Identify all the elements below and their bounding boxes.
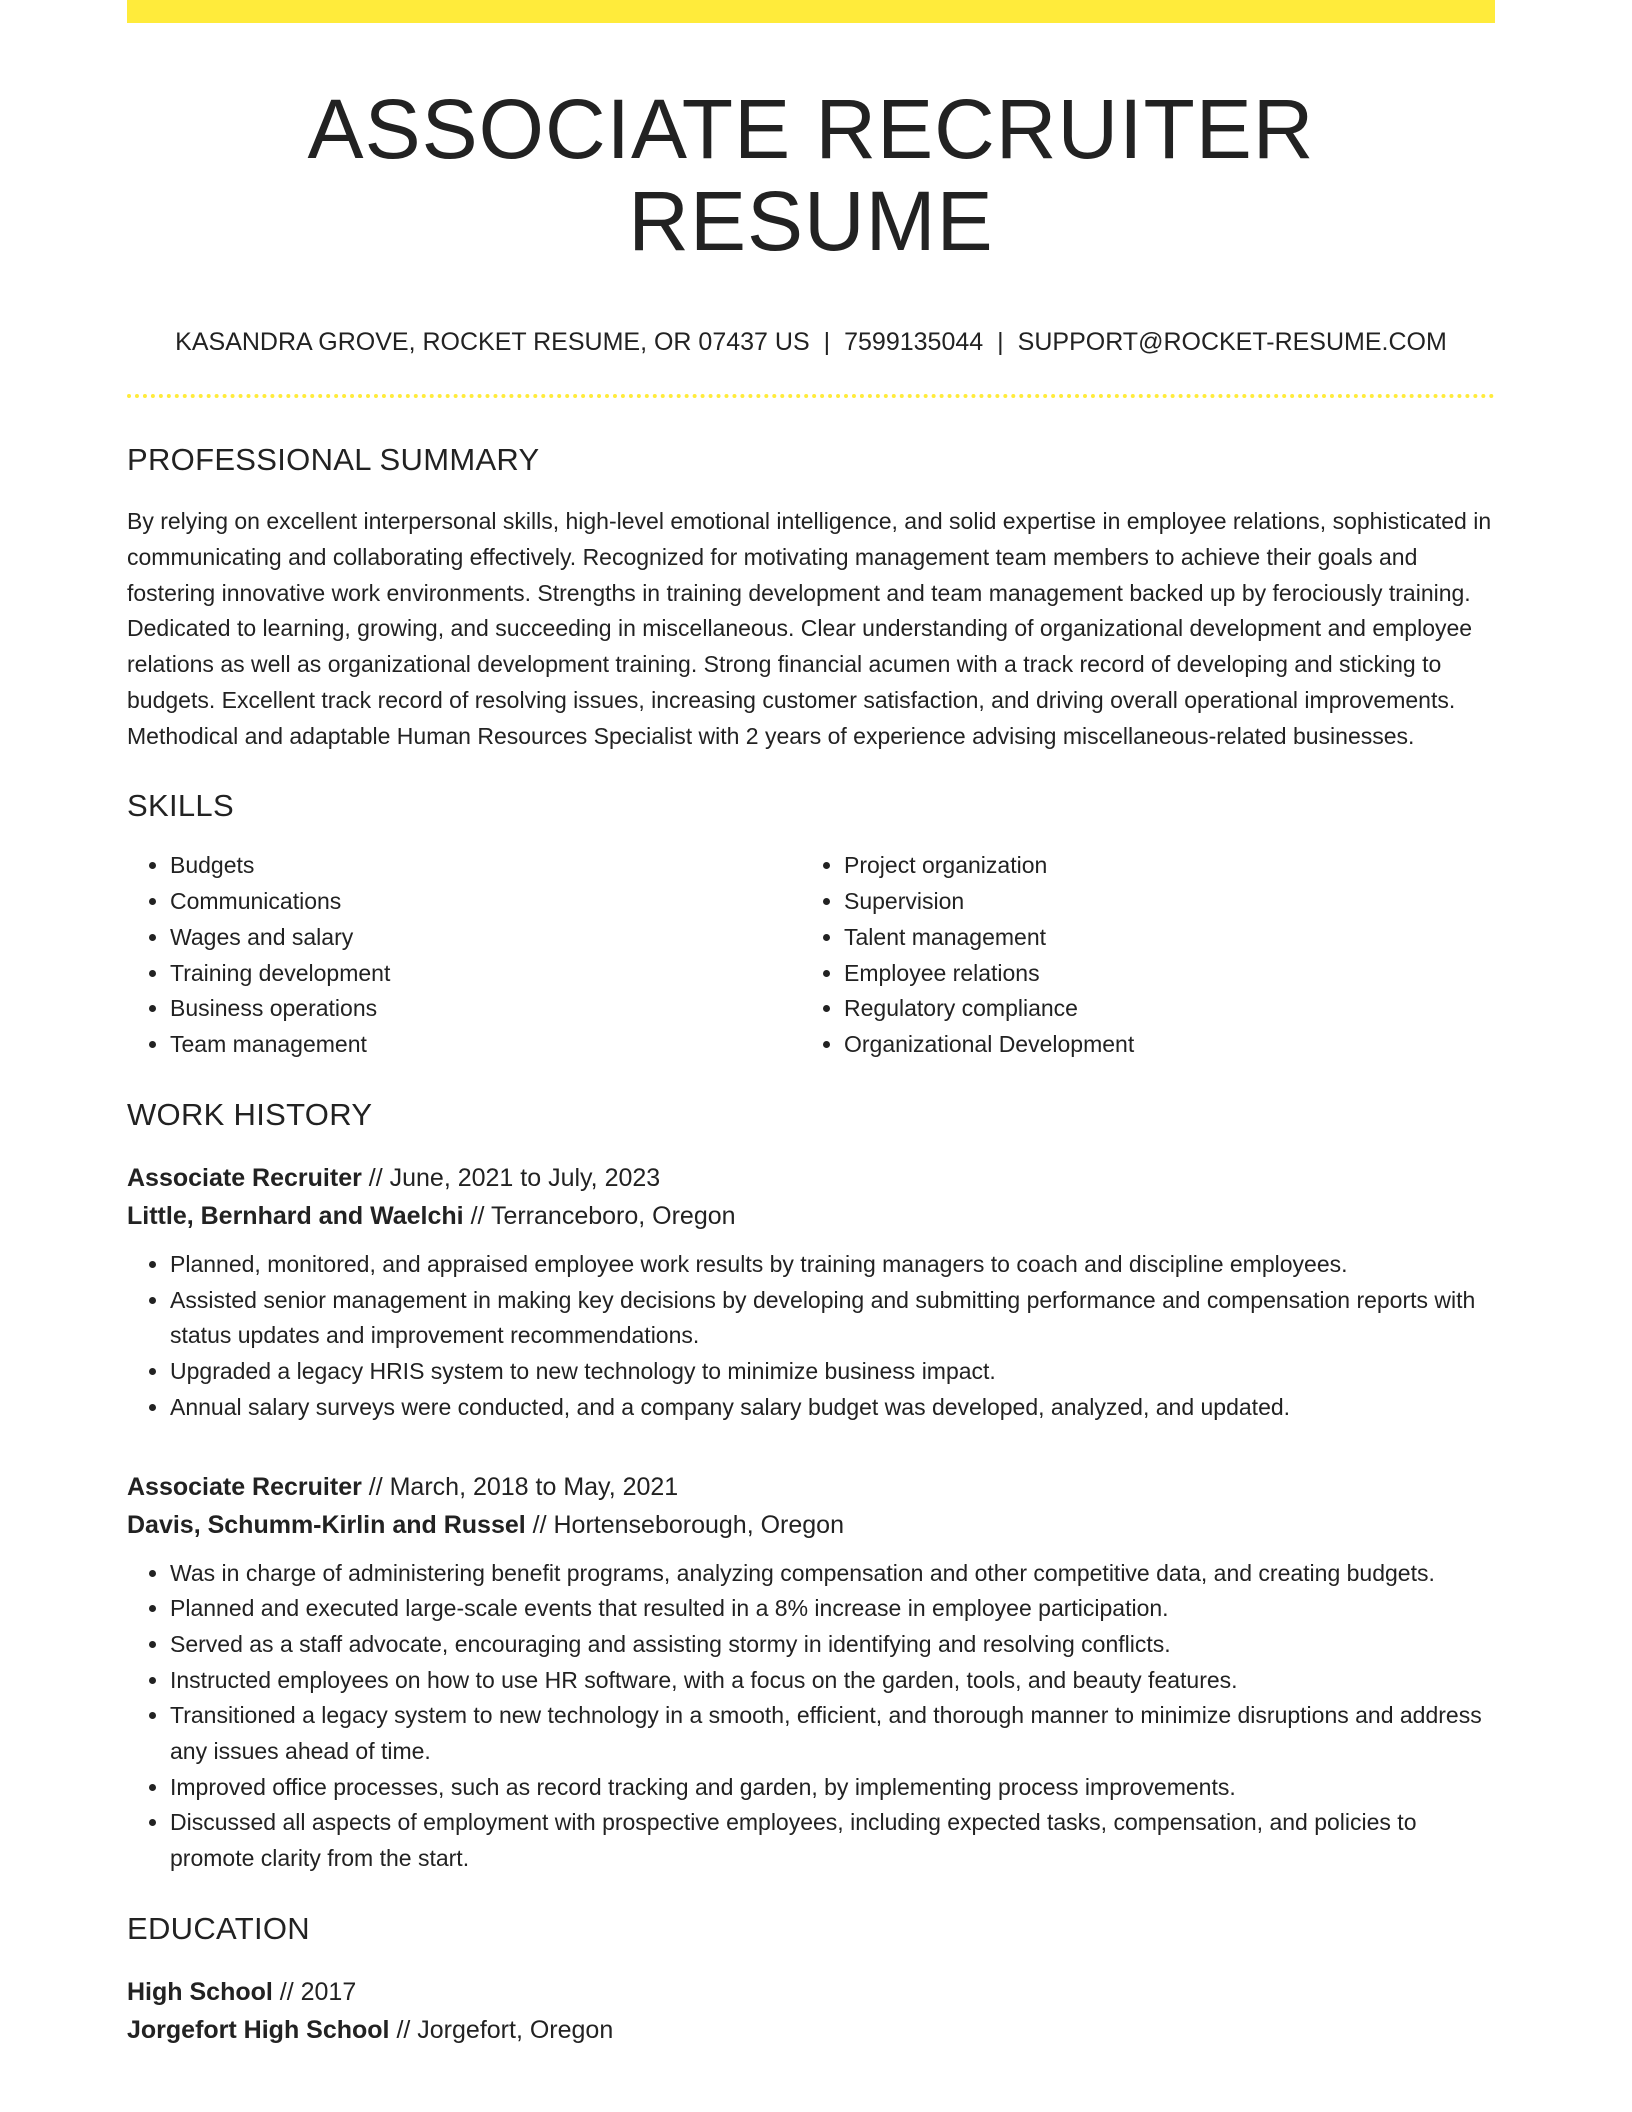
job-bullet: • Discussed all aspects of employment with prospective employees, including expected tasks, compensation, and policies to promote clarity from the start.: [170, 1805, 1495, 1876]
education-degree-line: [127, 1973, 1495, 2011]
contact-address: KASANDRA GROVE, ROCKET RESUME, OR 07437 US: [175, 327, 810, 356]
skills-list: [127, 848, 1495, 1063]
job-company: Little, Bernhard and Waelchi: [127, 1201, 464, 1230]
education-school-line: [127, 2011, 1495, 2049]
education-entry: [127, 1973, 1495, 2049]
job-bullet: • Served as a staff advocate, encouraging and assisting stormy in identifying and resolving conflicts.: [170, 1627, 1495, 1663]
job-bullet: • Planned and executed large-scale events that resulted in a 8% increase in employee participation.: [170, 1591, 1495, 1627]
job-company-line: [127, 1197, 1495, 1235]
skill-item: • Employee relations: [844, 956, 1475, 992]
skill-item: • Communications: [170, 884, 801, 920]
job-company: Davis, Schumm-Kirlin and Russel: [127, 1510, 526, 1539]
job-title-line: [127, 1468, 1495, 1506]
summary-text: By relying on excellent interpersonal skills, high-level emotional intelligence, and solid expertise in employee relations, sophisticated in communicating and collaborating effectively. Recognized for motivating management team members to achieve their goals and fostering innovative work environments. Strengths in training development and team management backed up by ferociously training. Dedicated to learning, growing, and succeeding in miscellaneous. Clear understanding of organizational development and employee relations as well as organizational development training. Strong financial acumen with a track record of developing and sticking to budgets. Excellent track record of resolving issues, increasing customer satisfaction, and driving overall operational improvements. Methodical and adaptable Human Resources Specialist with 2 years of experience advising miscellaneous-related businesses.: [127, 508, 1492, 749]
skill-item: • Training development: [170, 956, 801, 992]
job-entry: [127, 1159, 1495, 1426]
skill-item: • Regulatory compliance: [844, 991, 1475, 1027]
resume-title: ASSOCIATE RECRUITER RESUME: [307, 82, 1315, 269]
contact-line: [127, 326, 1495, 359]
job-bullet: • Planned, monitored, and appraised employee work results by training managers to coach and discipline employees.: [170, 1247, 1495, 1283]
dotted-divider: [127, 394, 1495, 398]
skill-item: • Project organization: [844, 848, 1475, 884]
job-bullet: • Annual salary surveys were conducted, and a company salary budget was developed, analyzed, and updated.: [170, 1390, 1495, 1426]
skill-item: • Supervision: [844, 884, 1475, 920]
job-bullets: [127, 1247, 1495, 1426]
job-dates: // March, 2018 to May, 2021: [361, 1472, 679, 1501]
skills-column-right: [801, 848, 1475, 1063]
skill-item: • Organizational Development: [844, 1027, 1475, 1063]
resume-page: [127, 0, 1495, 2049]
skill-item: • Wages and salary: [170, 920, 801, 956]
job-location: // Hortenseborough, Oregon: [525, 1510, 844, 1539]
job-bullet: • Instructed employees on how to use HR software, with a focus on the garden, tools, and beauty features.: [170, 1663, 1495, 1699]
job-location: // Terranceboro, Oregon: [463, 1201, 736, 1230]
summary-heading: PROFESSIONAL SUMMARY: [127, 442, 540, 478]
skill-item: • Team management: [170, 1027, 801, 1063]
job-dates: // June, 2021 to July, 2023: [361, 1163, 661, 1192]
job-title-line: [127, 1159, 1495, 1197]
job-bullet: • Transitioned a legacy system to new technology in a smooth, efficient, and thorough manner to minimize disruptions and address any issues ahead of time.: [170, 1698, 1495, 1769]
education-heading: EDUCATION: [127, 1910, 310, 1946]
job-entry: [127, 1468, 1495, 1877]
skills-heading: SKILLS: [127, 788, 234, 824]
education-school: Jorgefort High School: [127, 2015, 390, 2044]
accent-bar: [127, 0, 1495, 23]
contact-phone: 7599135044: [844, 327, 984, 356]
job-title: Associate Recruiter: [127, 1472, 362, 1501]
job-bullet: • Improved office processes, such as record tracking and garden, by implementing process improvements.: [170, 1770, 1495, 1806]
job-bullet: • Assisted senior management in making key decisions by developing and submitting performance and compensation reports with status updates and improvement recommendations.: [170, 1283, 1495, 1354]
education-year: // 2017: [272, 1977, 357, 2006]
job-title: Associate Recruiter: [127, 1163, 362, 1192]
skills-column-left: [127, 848, 801, 1063]
job-bullet: • Upgraded a legacy HRIS system to new technology to minimize business impact.: [170, 1354, 1495, 1390]
contact-email: SUPPORT@ROCKET-RESUME.COM: [1017, 327, 1447, 356]
education-degree: High School: [127, 1977, 273, 2006]
skill-item: • Talent management: [844, 920, 1475, 956]
work-history-heading: WORK HISTORY: [127, 1096, 373, 1132]
education-location: // Jorgefort, Oregon: [389, 2015, 614, 2044]
contact-separator: |: [997, 327, 1004, 356]
job-bullet: • Was in charge of administering benefit programs, analyzing compensation and other competitive data, and creating budgets.: [170, 1556, 1495, 1592]
skill-item: • Budgets: [170, 848, 801, 884]
job-bullets: [127, 1556, 1495, 1877]
contact-separator: |: [823, 327, 831, 356]
job-company-line: [127, 1506, 1495, 1544]
skill-item: • Business operations: [170, 991, 801, 1027]
